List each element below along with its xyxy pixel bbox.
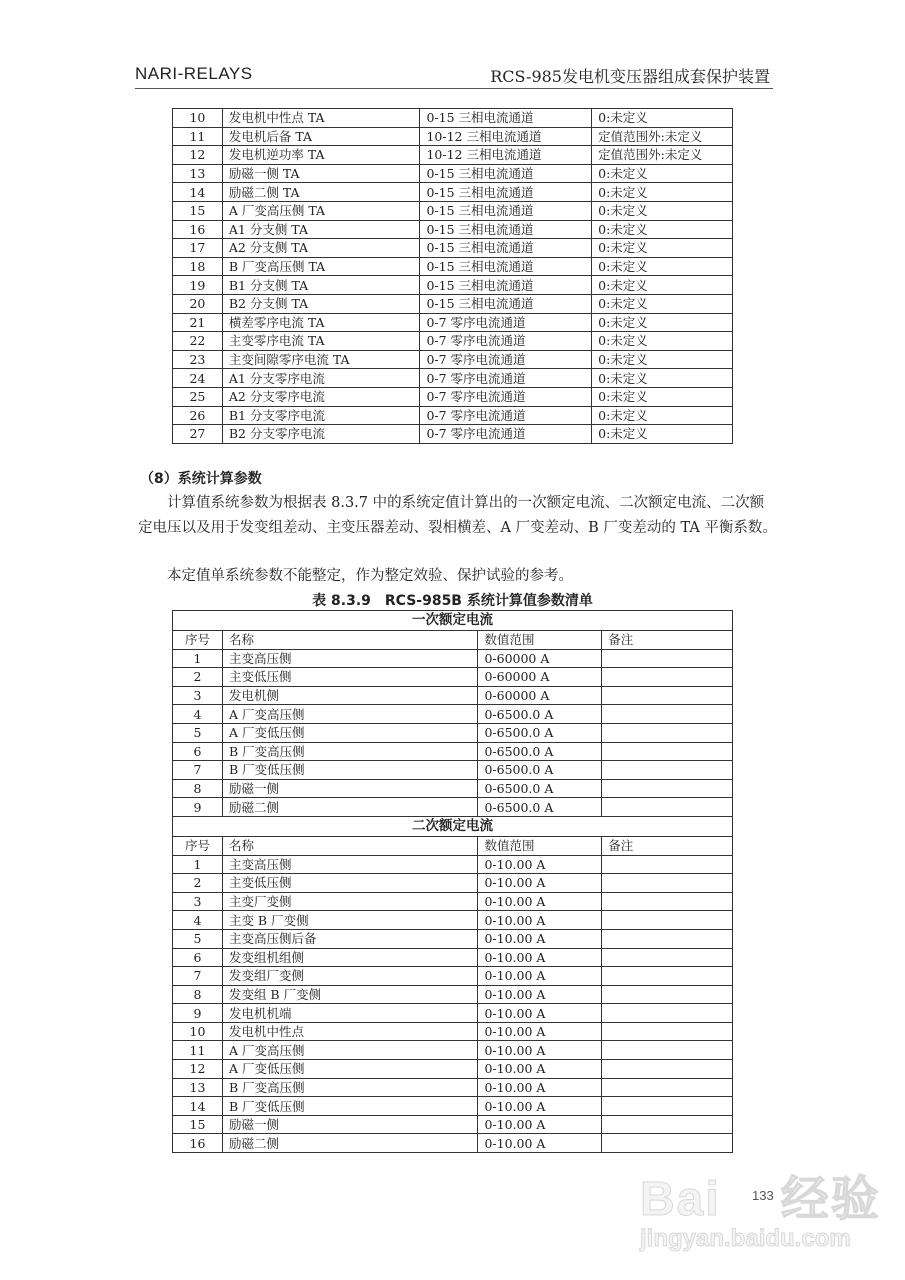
cell-range: 0-15 三相电流通道 bbox=[420, 183, 592, 202]
cell-default: 定值范围外:未定义 bbox=[592, 146, 733, 165]
cell-remark bbox=[602, 1060, 733, 1079]
header-product: RCS-985发电机变压器组成套保护装置 bbox=[490, 67, 770, 86]
cell-default: 0:未定义 bbox=[592, 164, 733, 183]
column-header: 数值范围 bbox=[478, 836, 602, 855]
cell-index: 13 bbox=[173, 164, 223, 183]
cell-range: 0-6500.0 A bbox=[478, 761, 602, 780]
cell-name: 主变高压侧 bbox=[222, 649, 477, 668]
paragraph-2: 本定值单系统参数不能整定，作为整定效验、保护试验的参考。 bbox=[167, 568, 573, 584]
cell-name: 发电机侧 bbox=[222, 686, 477, 705]
table-row bbox=[173, 1097, 733, 1116]
cell-range: 0-7 零序电流通道 bbox=[420, 406, 592, 425]
cell-remark bbox=[602, 1041, 733, 1060]
cell-range: 0-15 三相电流通道 bbox=[420, 109, 592, 128]
cell-name: A2 分支零序电流 bbox=[222, 387, 420, 406]
cell-range: 0-10.00 A bbox=[478, 874, 602, 893]
cell-index: 3 bbox=[173, 892, 223, 911]
cell-name: B 厂变低压侧 bbox=[222, 1097, 477, 1116]
cell-range: 0-10.00 A bbox=[478, 1060, 602, 1079]
table-row bbox=[173, 164, 733, 183]
cell-remark bbox=[602, 1004, 733, 1023]
cell-remark bbox=[602, 761, 733, 780]
cell-range: 0-15 三相电流通道 bbox=[420, 257, 592, 276]
cell-name: B 厂变高压侧 TA bbox=[222, 257, 420, 276]
cell-name: 励磁一侧 bbox=[222, 779, 477, 798]
column-header: 数值范围 bbox=[478, 631, 602, 650]
system-params-table bbox=[172, 610, 733, 1153]
header-row bbox=[173, 836, 733, 855]
table-row bbox=[173, 1060, 733, 1079]
cell-default: 0:未定义 bbox=[592, 276, 733, 295]
table-row bbox=[173, 779, 733, 798]
table-row bbox=[173, 798, 733, 817]
cell-remark bbox=[602, 1078, 733, 1097]
table-row bbox=[173, 967, 733, 986]
table-row bbox=[173, 276, 733, 295]
cell-name: 主变高压侧后备 bbox=[222, 929, 477, 948]
cell-name: A2 分支侧 TA bbox=[222, 239, 420, 258]
section-title: 二次额定电流 bbox=[173, 816, 733, 836]
section-title-row bbox=[173, 816, 733, 836]
cell-name: B1 分支零序电流 bbox=[222, 406, 420, 425]
table-row bbox=[173, 705, 733, 724]
cell-name: A1 分支零序电流 bbox=[222, 369, 420, 388]
table-row bbox=[173, 892, 733, 911]
paragraph-1: 计算值系统参数为根据表 8.3.7 中的系统定值计算出的一次额定电流、二次额定电流、二次额定电压以及用于发变组差动、主变压器差动、裂相横差、A 厂变差动、B 厂变差动的 TA 平衡系数。 bbox=[138, 495, 777, 536]
cell-name: 主变零序电流 TA bbox=[222, 332, 420, 351]
cell-range: 0-15 三相电流通道 bbox=[420, 294, 592, 313]
cell-index: 16 bbox=[173, 220, 223, 239]
cell-name: 横差零序电流 TA bbox=[222, 313, 420, 332]
cell-default: 0:未定义 bbox=[592, 294, 733, 313]
cell-remark bbox=[602, 874, 733, 893]
cell-range: 0-10.00 A bbox=[478, 1078, 602, 1097]
table-row bbox=[173, 406, 733, 425]
table-row bbox=[173, 183, 733, 202]
cell-name: 主变 B 厂变侧 bbox=[222, 911, 477, 930]
cell-index: 10 bbox=[173, 109, 223, 128]
table-row bbox=[173, 294, 733, 313]
cell-index: 8 bbox=[173, 779, 223, 798]
cell-index: 20 bbox=[173, 294, 223, 313]
table-row bbox=[173, 313, 733, 332]
cell-range: 0-6500.0 A bbox=[478, 705, 602, 724]
cell-index: 17 bbox=[173, 239, 223, 258]
cell-default: 0:未定义 bbox=[592, 257, 733, 276]
table-row bbox=[173, 146, 733, 165]
cell-range: 10-12 三相电流通道 bbox=[420, 127, 592, 146]
cell-index: 12 bbox=[173, 1060, 223, 1079]
cell-range: 0-6500.0 A bbox=[478, 798, 602, 817]
cell-index: 13 bbox=[173, 1078, 223, 1097]
cell-default: 0:未定义 bbox=[592, 350, 733, 369]
cell-name: 励磁一侧 bbox=[222, 1115, 477, 1134]
cell-default: 定值范围外:未定义 bbox=[592, 127, 733, 146]
baidu-watermark-logo: Bai 经验 jingyan.baidu.com bbox=[640, 1173, 881, 1252]
cell-index: 2 bbox=[173, 668, 223, 687]
cell-index: 2 bbox=[173, 874, 223, 893]
cell-index: 6 bbox=[173, 742, 223, 761]
table-row bbox=[173, 855, 733, 874]
table-caption: 表 8.3.9 RCS-985B 系统计算值参数清单 bbox=[312, 593, 593, 609]
cell-range: 0-7 零序电流通道 bbox=[420, 369, 592, 388]
cell-name: B 厂变高压侧 bbox=[222, 1078, 477, 1097]
cell-default: 0:未定义 bbox=[592, 183, 733, 202]
table-row bbox=[173, 332, 733, 351]
column-header: 序号 bbox=[173, 631, 223, 650]
cell-name: 发电机机端 bbox=[222, 1004, 477, 1023]
cell-default: 0:未定义 bbox=[592, 369, 733, 388]
table-row bbox=[173, 1134, 733, 1153]
cell-index: 14 bbox=[173, 1097, 223, 1116]
cell-index: 12 bbox=[173, 146, 223, 165]
cell-remark bbox=[602, 948, 733, 967]
cell-name: 发变组机组侧 bbox=[222, 948, 477, 967]
cell-name: 主变间隙零序电流 TA bbox=[222, 350, 420, 369]
cell-remark bbox=[602, 1097, 733, 1116]
cell-index: 15 bbox=[173, 201, 223, 220]
cell-index: 23 bbox=[173, 350, 223, 369]
table-row bbox=[173, 109, 733, 128]
table-row bbox=[173, 985, 733, 1004]
cell-name: 励磁一侧 TA bbox=[222, 164, 420, 183]
cell-index: 7 bbox=[173, 967, 223, 986]
cell-name: A1 分支侧 TA bbox=[222, 220, 420, 239]
cell-range: 0-6500.0 A bbox=[478, 779, 602, 798]
cell-index: 5 bbox=[173, 929, 223, 948]
table-row bbox=[173, 387, 733, 406]
cell-index: 3 bbox=[173, 686, 223, 705]
cell-index: 7 bbox=[173, 761, 223, 780]
cell-index: 4 bbox=[173, 911, 223, 930]
cell-range: 0-10.00 A bbox=[478, 929, 602, 948]
cell-range: 0-15 三相电流通道 bbox=[420, 239, 592, 258]
table-row bbox=[173, 948, 733, 967]
cell-range: 0-10.00 A bbox=[478, 1022, 602, 1041]
cell-index: 19 bbox=[173, 276, 223, 295]
cell-range: 0-7 零序电流通道 bbox=[420, 332, 592, 351]
cell-index: 4 bbox=[173, 705, 223, 724]
cell-default: 0:未定义 bbox=[592, 406, 733, 425]
cell-remark bbox=[602, 855, 733, 874]
cell-range: 0-10.00 A bbox=[478, 1134, 602, 1153]
table-row bbox=[173, 239, 733, 258]
cell-remark bbox=[602, 967, 733, 986]
cell-index: 9 bbox=[173, 798, 223, 817]
page-number: 133 bbox=[752, 1188, 774, 1203]
cell-index: 25 bbox=[173, 387, 223, 406]
table-row bbox=[173, 1004, 733, 1023]
cell-index: 26 bbox=[173, 406, 223, 425]
cell-name: 发电机中性点 TA bbox=[222, 109, 420, 128]
cell-remark bbox=[602, 649, 733, 668]
section-title: 一次额定电流 bbox=[173, 611, 733, 631]
cell-index: 22 bbox=[173, 332, 223, 351]
cell-index: 27 bbox=[173, 425, 223, 444]
table-row bbox=[173, 257, 733, 276]
section-title-row bbox=[173, 611, 733, 631]
cell-name: 励磁二侧 bbox=[222, 798, 477, 817]
table-row bbox=[173, 1041, 733, 1060]
cell-range: 0-6500.0 A bbox=[478, 742, 602, 761]
cell-range: 0-60000 A bbox=[478, 668, 602, 687]
cell-range: 0-7 零序电流通道 bbox=[420, 425, 592, 444]
cell-index: 18 bbox=[173, 257, 223, 276]
table-row bbox=[173, 686, 733, 705]
cell-remark bbox=[602, 892, 733, 911]
cell-range: 0-10.00 A bbox=[478, 985, 602, 1004]
table-row bbox=[173, 761, 733, 780]
cell-name: B 厂变高压侧 bbox=[222, 742, 477, 761]
cell-range: 0-10.00 A bbox=[478, 1115, 602, 1134]
cell-remark bbox=[602, 742, 733, 761]
cell-range: 0-7 零序电流通道 bbox=[420, 313, 592, 332]
cell-name: 发电机后备 TA bbox=[222, 127, 420, 146]
cell-index: 1 bbox=[173, 855, 223, 874]
cell-index: 9 bbox=[173, 1004, 223, 1023]
column-header: 名称 bbox=[222, 631, 477, 650]
cell-range: 0-10.00 A bbox=[478, 967, 602, 986]
cell-range: 0-10.00 A bbox=[478, 892, 602, 911]
cell-index: 8 bbox=[173, 985, 223, 1004]
cell-default: 0:未定义 bbox=[592, 387, 733, 406]
header-divider bbox=[135, 88, 773, 89]
cell-index: 24 bbox=[173, 369, 223, 388]
cell-range: 0-15 三相电流通道 bbox=[420, 201, 592, 220]
cell-name: 发变组 B 厂变侧 bbox=[222, 985, 477, 1004]
cell-index: 1 bbox=[173, 649, 223, 668]
cell-default: 0:未定义 bbox=[592, 201, 733, 220]
cell-default: 0:未定义 bbox=[592, 332, 733, 351]
column-header: 名称 bbox=[222, 836, 477, 855]
cell-name: A 厂变高压侧 bbox=[222, 705, 477, 724]
cell-default: 0:未定义 bbox=[592, 425, 733, 444]
table-row bbox=[173, 929, 733, 948]
section-heading: （8）系统计算参数 bbox=[140, 471, 262, 487]
table-row bbox=[173, 1115, 733, 1134]
table-row bbox=[173, 668, 733, 687]
cell-range: 10-12 三相电流通道 bbox=[420, 146, 592, 165]
cell-remark bbox=[602, 798, 733, 817]
cell-range: 0-10.00 A bbox=[478, 1097, 602, 1116]
cell-default: 0:未定义 bbox=[592, 220, 733, 239]
cell-name: B2 分支零序电流 bbox=[222, 425, 420, 444]
cell-index: 16 bbox=[173, 1134, 223, 1153]
cell-name: 主变厂变侧 bbox=[222, 892, 477, 911]
cell-range: 0-10.00 A bbox=[478, 948, 602, 967]
table-row bbox=[173, 723, 733, 742]
cell-default: 0:未定义 bbox=[592, 109, 733, 128]
cell-range: 0-60000 A bbox=[478, 686, 602, 705]
cell-name: 励磁二侧 TA bbox=[222, 183, 420, 202]
cell-range: 0-10.00 A bbox=[478, 1041, 602, 1060]
cell-default: 0:未定义 bbox=[592, 313, 733, 332]
cell-name: A 厂变高压侧 bbox=[222, 1041, 477, 1060]
cell-range: 0-10.00 A bbox=[478, 911, 602, 930]
table-row bbox=[173, 649, 733, 668]
cell-name: 发电机逆功率 TA bbox=[222, 146, 420, 165]
cell-remark bbox=[602, 723, 733, 742]
cell-remark bbox=[602, 668, 733, 687]
cell-index: 14 bbox=[173, 183, 223, 202]
cell-range: 0-7 零序电流通道 bbox=[420, 387, 592, 406]
cell-index: 6 bbox=[173, 948, 223, 967]
cell-remark bbox=[602, 705, 733, 724]
table-row bbox=[173, 350, 733, 369]
table-row bbox=[173, 201, 733, 220]
cell-index: 21 bbox=[173, 313, 223, 332]
table-row bbox=[173, 911, 733, 930]
cell-remark bbox=[602, 929, 733, 948]
cell-remark bbox=[602, 1115, 733, 1134]
cell-range: 0-6500.0 A bbox=[478, 723, 602, 742]
cell-range: 0-7 零序电流通道 bbox=[420, 350, 592, 369]
header-company: NARI-RELAYS bbox=[135, 64, 253, 83]
cell-name: B1 分支侧 TA bbox=[222, 276, 420, 295]
cell-index: 15 bbox=[173, 1115, 223, 1134]
cell-range: 0-15 三相电流通道 bbox=[420, 220, 592, 239]
cell-name: B 厂变低压侧 bbox=[222, 761, 477, 780]
table-row bbox=[173, 742, 733, 761]
cell-name: A 厂变高压侧 TA bbox=[222, 201, 420, 220]
column-header: 备注 bbox=[602, 631, 733, 650]
table-row bbox=[173, 874, 733, 893]
cell-index: 11 bbox=[173, 1041, 223, 1060]
cell-name: 主变低压侧 bbox=[222, 874, 477, 893]
cell-remark bbox=[602, 985, 733, 1004]
table-row bbox=[173, 425, 733, 444]
channel-table bbox=[172, 108, 733, 444]
cell-name: 发变组厂变侧 bbox=[222, 967, 477, 986]
cell-name: A 厂变低压侧 bbox=[222, 1060, 477, 1079]
cell-name: 发电机中性点 bbox=[222, 1022, 477, 1041]
cell-index: 5 bbox=[173, 723, 223, 742]
column-header: 备注 bbox=[602, 836, 733, 855]
cell-range: 0-15 三相电流通道 bbox=[420, 276, 592, 295]
cell-index: 11 bbox=[173, 127, 223, 146]
table-row bbox=[173, 1022, 733, 1041]
cell-index: 10 bbox=[173, 1022, 223, 1041]
cell-remark bbox=[602, 779, 733, 798]
cell-name: 励磁二侧 bbox=[222, 1134, 477, 1153]
cell-default: 0:未定义 bbox=[592, 239, 733, 258]
table-row bbox=[173, 127, 733, 146]
cell-remark bbox=[602, 1134, 733, 1153]
header-row bbox=[173, 631, 733, 650]
cell-name: B2 分支侧 TA bbox=[222, 294, 420, 313]
cell-range: 0-15 三相电流通道 bbox=[420, 164, 592, 183]
cell-range: 0-10.00 A bbox=[478, 1004, 602, 1023]
cell-range: 0-10.00 A bbox=[478, 855, 602, 874]
cell-range: 0-60000 A bbox=[478, 649, 602, 668]
cell-remark bbox=[602, 686, 733, 705]
table-row bbox=[173, 369, 733, 388]
cell-name: 主变高压侧 bbox=[222, 855, 477, 874]
cell-remark bbox=[602, 911, 733, 930]
cell-remark bbox=[602, 1022, 733, 1041]
cell-name: 主变低压侧 bbox=[222, 668, 477, 687]
cell-name: A 厂变低压侧 bbox=[222, 723, 477, 742]
table-row bbox=[173, 1078, 733, 1097]
column-header: 序号 bbox=[173, 836, 223, 855]
table-row bbox=[173, 220, 733, 239]
